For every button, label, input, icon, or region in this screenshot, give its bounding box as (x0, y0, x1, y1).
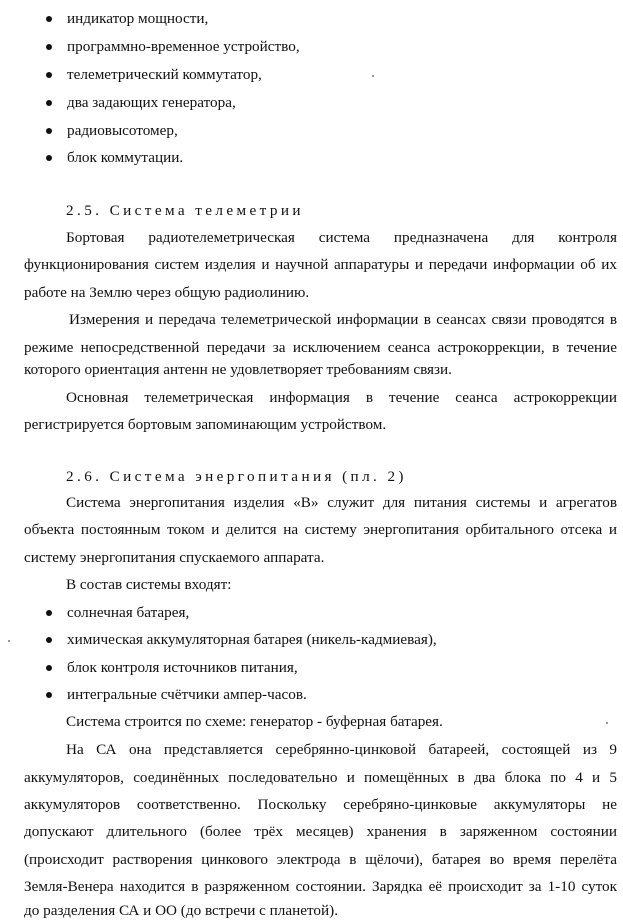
bullet-dot (46, 72, 52, 78)
paragraph-line: объекта постоянным током и делится на систему энергопитания орбитального отсека и (24, 521, 617, 538)
paragraph-line: регистрируется бортовым запоминающим устройством. (24, 416, 387, 433)
paragraph-line: работе на Землю через общую радиолинию. (24, 284, 310, 301)
paragraph-line: (происходит растворения цинкового электрода в щёлочи), батарея во время перелёта (24, 851, 617, 868)
paragraph-line: до разделения СА и ОО (до встречи с планетой). (24, 902, 339, 919)
paragraph-line: функционирования систем изделия и научной аппаратуры и передачи информации об их (24, 256, 617, 273)
paragraph-line: Бортовая радиотелеметрическая система предназначена для контроля (66, 229, 617, 246)
paragraph-line: Земля-Венера находится в разряженном состоянии. Зарядка её происходит за 1-10 суток (24, 878, 617, 895)
list-item-text: блок коммутации. (67, 149, 184, 166)
bullet-dot (46, 100, 52, 106)
section-heading: 2.5. Система телеметрии (66, 202, 304, 219)
list-item-text: блок контроля источников питания, (67, 659, 298, 676)
paragraph-line: Система строится по схеме: генератор - буферная батарея. (66, 713, 443, 730)
bullet-dot (46, 128, 52, 134)
paragraph-line: допускают длительного (более трёх месяцев) хранения в заряженном состоянии (24, 823, 617, 840)
list-item-text: интегральные счётчики ампер-часов. (67, 686, 307, 703)
list-item-text: программно-временное устройство, (67, 38, 300, 55)
list-item-text: химическая аккумуляторная батарея (никель-кадмиевая), (67, 631, 437, 648)
scan-speck (606, 722, 608, 724)
paragraph-line: аккумуляторов, соединённых последовательно и помещённых в два блока по 4 и 5 (24, 769, 617, 786)
paragraph-line: которого ориентация антенн не удовлетворяет требованиям связи. (24, 361, 452, 378)
paragraph-line: Измерения и передача телеметрической информации в сеансах связи проводятся в (69, 311, 617, 328)
bullet-dot (46, 16, 52, 22)
paragraph-line: систему энергопитания спускаемого аппарата. (24, 549, 325, 566)
paragraph-line: режиме непосредственной передачи за исключением сеанса астрокоррекции, в течение (24, 339, 617, 356)
paragraph-line: В состав системы входят: (66, 576, 232, 593)
list-item-text: радиовысотомер, (67, 122, 178, 139)
section-heading: 2.6. Система энергопитания (пл. 2) (66, 468, 407, 485)
paragraph-line: Система энергопитания изделия «В» служит для питания системы и агрегатов (66, 494, 617, 511)
bullet-dot (46, 637, 52, 643)
list-item-text: телеметрический коммутатор, (67, 66, 262, 83)
scan-speck (372, 75, 374, 77)
list-item-text: солнечная батарея, (67, 604, 190, 621)
scan-speck (8, 640, 10, 642)
bullet-dot (46, 610, 52, 616)
bullet-dot (46, 44, 52, 50)
paragraph-line: На СА она представляется серебрянно-цинковой батареей, состоящей из 9 (66, 741, 617, 758)
list-item-text: два задающих генератора, (67, 94, 236, 111)
bullet-dot (46, 665, 52, 671)
paragraph-line: Основная телеметрическая информация в течение сеанса астрокоррекции (66, 389, 617, 406)
list-item-text: индикатор мощности, (67, 10, 209, 27)
bullet-dot (46, 155, 52, 161)
bullet-dot (46, 692, 52, 698)
paragraph-line: аккумуляторов соответственно. Поскольку серебряно-цинковые аккумуляторы не (24, 796, 617, 813)
